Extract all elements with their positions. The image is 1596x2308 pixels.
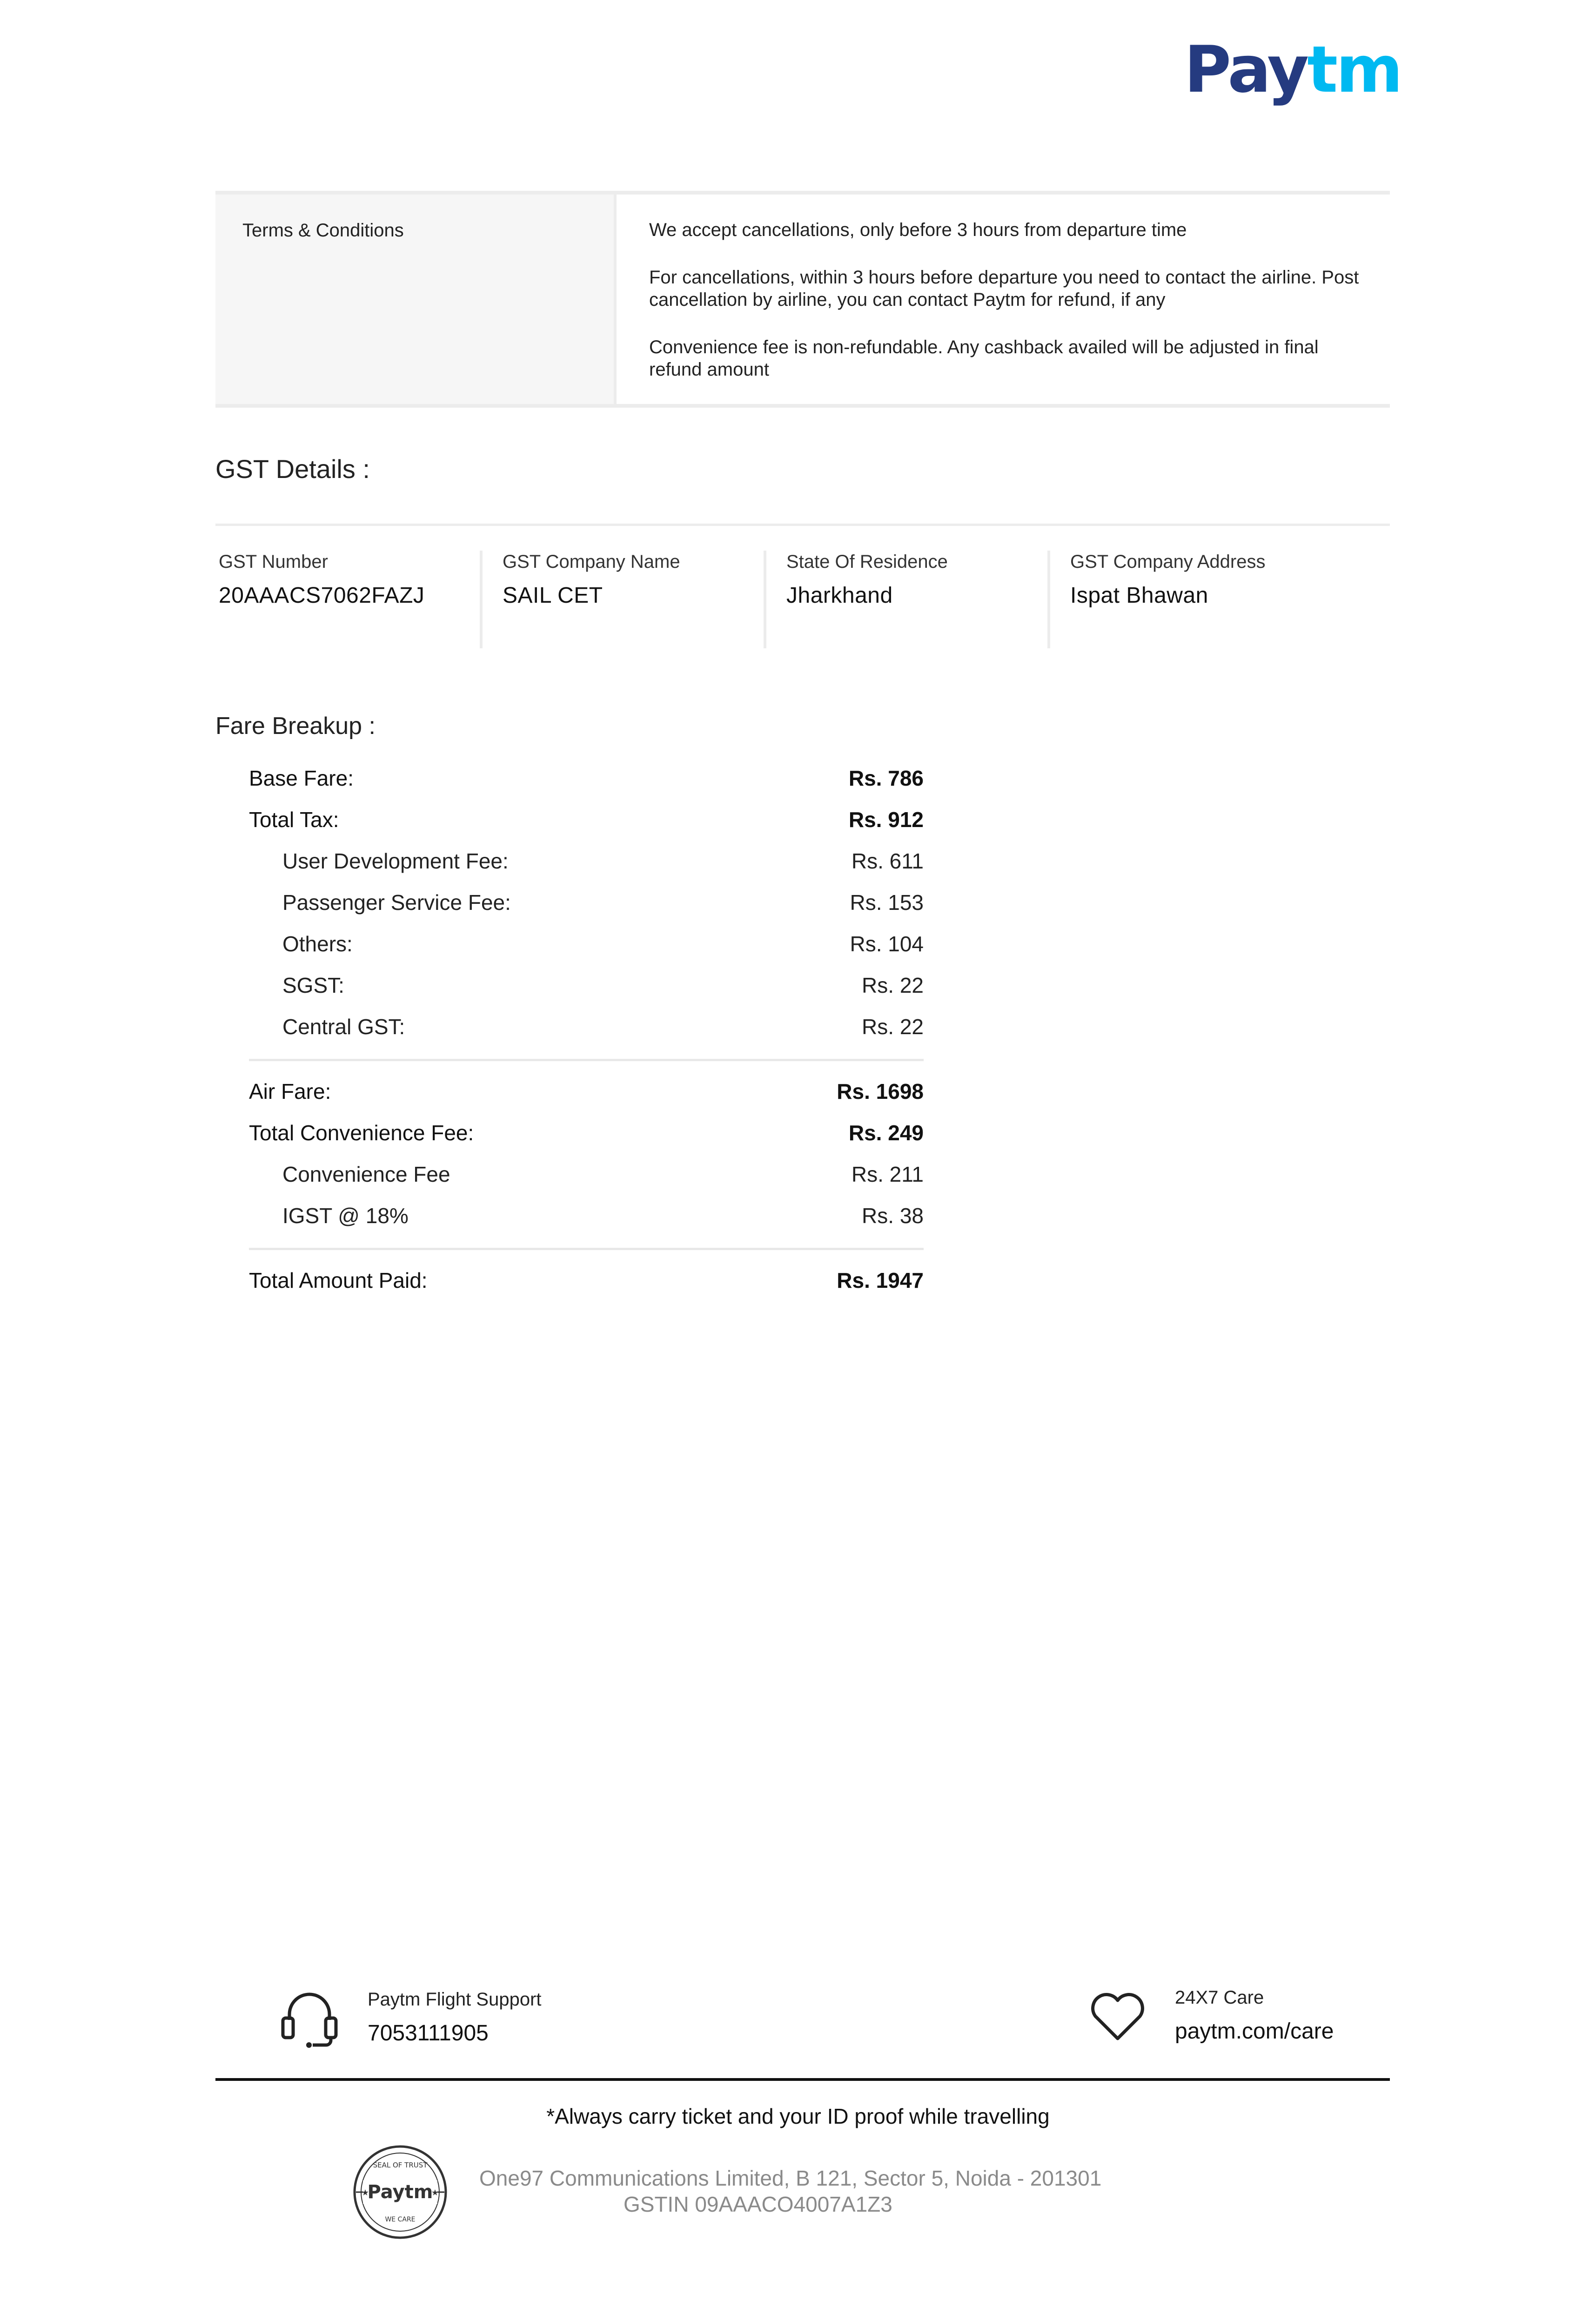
fare-label: Base Fare: — [249, 766, 354, 790]
care-text — [1175, 1987, 1334, 2044]
fare-row-tax-item — [249, 923, 924, 964]
terms-heading: Terms & Conditions — [242, 220, 404, 241]
fare-value: Rs. 153 — [850, 890, 924, 915]
support-text — [368, 1989, 542, 2046]
fare-breakup-title: Fare Breakup : — [215, 713, 376, 740]
fare-row-tax-item — [249, 1006, 924, 1047]
seal-bottom-text: WE CARE — [385, 2216, 416, 2223]
flight-support — [279, 1987, 542, 2048]
gst-number-label: GST Number — [219, 552, 328, 572]
paytm-logo — [1184, 32, 1401, 107]
fare-label: IGST @ 18% — [282, 1203, 409, 1228]
fare-divider — [249, 1248, 924, 1250]
support-phone[interactable]: 7053111905 — [368, 2021, 489, 2046]
fare-value: Rs. 38 — [862, 1203, 924, 1228]
fare-label: Total Tax: — [249, 807, 339, 832]
fare-row-total-paid — [249, 1259, 924, 1301]
gst-company-name-cell — [499, 551, 766, 648]
fare-row-base — [249, 757, 924, 799]
gst-state-cell — [783, 551, 1050, 648]
support-label: Paytm Flight Support — [368, 1989, 542, 2010]
fare-row-total-tax — [249, 799, 924, 840]
gst-company-name-label: GST Company Name — [503, 552, 680, 572]
seal-top-text: SEAL OF TRUST — [373, 2161, 428, 2169]
fare-label: Convenience Fee — [282, 1162, 450, 1186]
fare-label: Passenger Service Fee: — [282, 890, 511, 915]
terms-heading-cell — [215, 195, 617, 404]
care-link[interactable]: paytm.com/care — [1175, 2019, 1334, 2044]
footer-divider — [215, 2078, 1390, 2081]
gst-divider — [215, 524, 1390, 526]
heart-icon — [1089, 1989, 1147, 2043]
fare-row-air-fare — [249, 1070, 924, 1112]
terms-item: For cancellations, within 3 hours before departure you need to contact the airline. Post cancellation by airline, you can contact Paytm for refund, if any — [649, 267, 1359, 310]
fare-label: Total Amount Paid: — [249, 1268, 428, 1292]
fare-label: Total Convenience Fee: — [249, 1120, 474, 1145]
gst-company-name-value: SAIL CET — [503, 583, 603, 608]
company-address: One97 Communications Limited, B 121, Sector 5, Noida - 201301 — [479, 2166, 1102, 2190]
logo-tm-text: tm — [1307, 32, 1401, 107]
fare-value: Rs. 1698 — [837, 1079, 924, 1104]
fare-value: Rs. 22 — [862, 1014, 924, 1039]
terms-content-cell — [617, 195, 1390, 404]
fare-value: Rs. 211 — [851, 1162, 924, 1186]
gst-details-title: GST Details : — [215, 454, 370, 484]
fare-divider — [249, 1059, 924, 1061]
fare-value: Rs. 104 — [850, 931, 924, 956]
care-label: 24X7 Care — [1175, 1987, 1264, 2008]
travel-notice: *Always carry ticket and your ID proof while travelling — [546, 2104, 1050, 2128]
terms-item: Convenience fee is non-refundable. Any cashback availed will be adjusted in final refund amount — [649, 337, 1319, 380]
fare-row-tax-item — [249, 881, 924, 923]
company-address-block — [479, 2165, 1131, 2217]
gst-number-cell — [215, 551, 483, 648]
gst-state-value: Jharkhand — [786, 583, 893, 608]
fare-label: Others: — [282, 931, 353, 956]
gst-address-label: GST Company Address — [1070, 552, 1266, 572]
gst-state-label: State Of Residence — [786, 552, 948, 572]
gst-number-value: 20AAACS7062FAZJ — [219, 583, 425, 608]
fare-value: Rs. 1947 — [837, 1268, 924, 1292]
svg-text:★: ★ — [361, 2188, 369, 2197]
fare-breakup-table — [249, 757, 924, 1301]
gst-details-row — [215, 551, 1390, 648]
fare-label: User Development Fee: — [282, 848, 509, 873]
fare-value: Rs. 249 — [848, 1120, 924, 1145]
fare-value: Rs. 22 — [862, 973, 924, 997]
customer-care — [1089, 1987, 1334, 2044]
logo-pay-text: Pay — [1184, 32, 1308, 107]
fare-label: Air Fare: — [249, 1079, 331, 1104]
fare-row-tax-item — [249, 840, 924, 881]
headset-icon — [279, 1987, 340, 2048]
fare-value: Rs. 611 — [851, 848, 924, 873]
gst-address-cell — [1067, 551, 1337, 648]
fare-label: Central GST: — [282, 1014, 405, 1039]
fare-value: Rs. 912 — [848, 807, 924, 832]
fare-value: Rs. 786 — [848, 766, 924, 790]
company-gstin: GSTIN 09AAACO4007A1Z3 — [624, 2192, 892, 2216]
fare-row-total-convenience — [249, 1112, 924, 1153]
svg-text:★: ★ — [431, 2188, 439, 2197]
fare-row-convenience-item — [249, 1195, 924, 1236]
seal-of-trust-logo — [347, 2143, 454, 2241]
gst-address-value: Ispat Bhawan — [1070, 583, 1208, 608]
seal-middle-text: Paytm — [367, 2181, 433, 2203]
fare-label: SGST: — [282, 973, 344, 997]
fare-row-convenience-item — [249, 1153, 924, 1195]
terms-conditions-table — [215, 191, 1390, 408]
fare-row-tax-item — [249, 964, 924, 1006]
terms-item: We accept cancellations, only before 3 hours from departure time — [649, 220, 1187, 240]
